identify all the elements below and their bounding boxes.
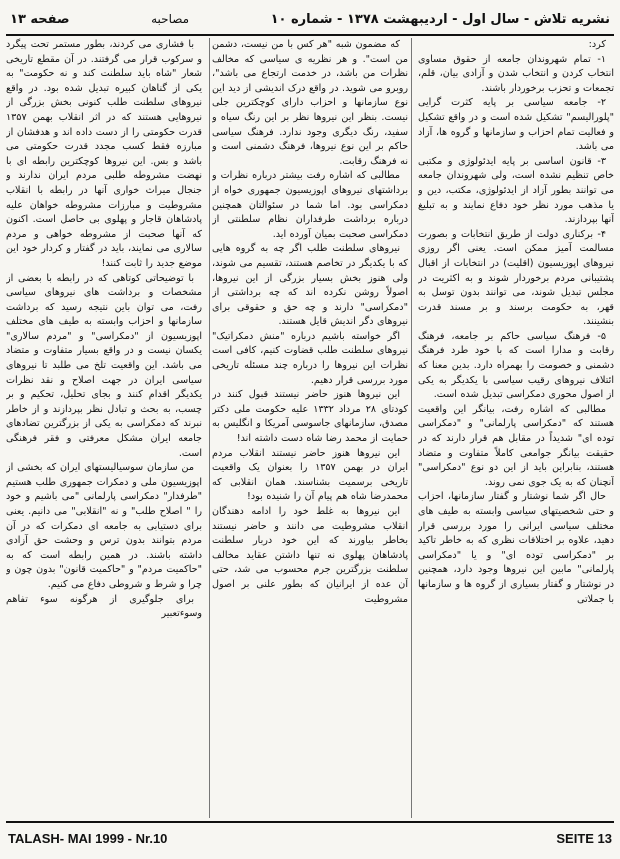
column-divider bbox=[209, 38, 210, 818]
paragraph: مطالبی که اشاره رفت، بیانگر این واقعیت هستند که "دمکراسی پارلمانی" و "دمکراسی توده ای" شدیداً در مقابل هم قرار دارند که در حقیقت بیانگر جوامعی کاملاً متفاوت و متضاد هستند، بنابراین باید از این دو نوع "دمکراسی" آنچنان که به یک جوی نمی روند. bbox=[418, 403, 614, 488]
page-header bbox=[6, 4, 614, 34]
paragraph: این نیروها به غلط خود را ادامه دهندگان انقلاب مشروطیت می دانند و حاضر نیستند بخاطر بیاورند که این خود دربار سلطنت پادشاهان پهلوی نه تنها داشتن عقاید مخالف سلطنت بزرگترین جرم محسوب می شد، حتی آن عده از ایرانیان که بطور علنی بر اصول مشروطیت bbox=[212, 506, 408, 605]
page-footer bbox=[8, 826, 612, 850]
paragraph: مطالبی که اشاره رفت بیشتر درباره نظرات و برداشتهای نیروهای اپوزیسیون جمهوری خواه از دمکراسی بود. اما شما در سئوالتان همچنین درباره برداشت طرفداران نظام سلطنتی از دمکراسی صحبت بمیان آورده اید. bbox=[212, 170, 408, 240]
paragraph: برای جلوگیری از هرگونه سوء تفاهم وسوءتعبیر bbox=[6, 593, 202, 620]
footer-journal: TALASH- MAI 1999 - Nr.10 bbox=[8, 830, 168, 846]
journal-title: نشریه تلاش - سال اول - اردیبهشت ۱۳۷۸ - شماره ۱۰ bbox=[270, 11, 610, 27]
section-title: مصاحبه bbox=[151, 12, 190, 26]
paragraph: با توضیحاتی کوتاهی که در رابطه با بعضی از مشخصات و برداشت های نیروهای سیاسی رفت، می توان باین نتیجه رسید که برداشت سازمانها و احزاب وابسته به طیف های مختلف اپوزیسیون از "دمکراسی" و "مردم سالاری" یکسان نیست و در واقع بسیار متفاوت و متضاد می باشد. این واقعیت تلخ می طلبد تا نیروهای سیاسی ایران در جهت اصلاح و نقد نظرات یکدیگر اقدام کنند و بجای تحلیل، تحکیم و بر چسب، به بحث و تبادل نظر بپردازند و از خاطر نبرند که دمکراسی به یکی از بزرگترین تضادهای جامعه ایران مشکل معرفتی و فقر فرهنگی است. bbox=[6, 272, 202, 459]
paragraph: حال اگر شما نوشتار و گفتار سازمانها، احزاب و حتی شخصیتهای سیاسی وابسته به طیف های مختلف سیاسی ایرانی را مورد بررسی قرار دهید، علاوه بر اختلافات نظری که به خاطر تاکید بر "دمکراسی توده ای" و یا "دمکراسی پارلمانی" مابین این نیروها وجود دارد، همچنین در نوشتار و گفتار بسیاری از گروه ها و سازمانها با جملاتی bbox=[418, 491, 614, 605]
paragraph: نیروهای سلطنت طلب اگر چه به گروه هایی که با یکدیگر در تخاصم هستند، تقسیم می شوند، ولی هنوز بخش بسیار بزرگی از این نیروها، اصولاً روشن نکرده اند که چه برداشتی از "دمکراسی" دارند و چه حق و حقوقی برای نیروهای دگر اندیش قایل هستند. bbox=[212, 243, 408, 328]
paragraph: اگر خواسته باشیم درباره "منش دمکراتیک" نیروهای سلطنت طلب قضاوت کنیم، کافی است نظرات این نیروها را درباره چند مسئله تاریخی مورد بررسی قرار دهیم. bbox=[212, 330, 408, 386]
header-rule bbox=[6, 34, 614, 36]
column-divider bbox=[411, 38, 412, 818]
page-number: صفحه ۱۳ bbox=[10, 11, 70, 27]
paragraph: من سازمان سوسیالیستهای ایران که بخشی از اپوزیسیون ملی و دمکرات جمهوری طلب هستیم "طرفدار" دمکراسی پارلمانی "می باشیم و خود را " اصلاح طلب" و نه "انقلابی" می دانیم. یعنی برای دستیابی به جامعه ای دمکرات که در آن مردم بتوانند بدون ترس و وحشت حق آزادی داشته باشند. در همین رابطه است که به "حاکمیت مردم" و "حاکمیت قانون" بدون چون و چرا و شرط و شروطی دفاع می کنیم. bbox=[6, 462, 202, 590]
paragraph: ۳- قانون اساسی بر پایه ایدئولوژی و مکتبی خاص تنظیم نشده است، ولی شهروندان جامعه می توانند بطور آزاد از ایدئولوژی، مکتب، دین و یا مذهب مورد نظر خود دفاع نمایند و به تبلیغ آنها بپردازند. bbox=[418, 155, 614, 226]
paragraph: این نیروها هنوز حاضر نیستند قبول کنند در کودتای ۲۸ مرداد ۱۳۳۲ علیه حکومت ملی دکتر مصدق، سازمانهای جاسوسی آمریکا و انگلیس به حمایت از محمد رضا شاه دست داشته اند! bbox=[212, 389, 408, 445]
article-body bbox=[6, 38, 614, 818]
footer-rule bbox=[6, 821, 614, 823]
column-left bbox=[6, 38, 202, 818]
footer-page: SEITE 13 bbox=[556, 830, 612, 846]
paragraph: ۵- فرهنگ سیاسی حاکم بر جامعه، فرهنگ رقابت و مدارا است که با خود طرد فرهنگ دشمنی و خصومت را بهمراه دارد. بدین معنا که ائتلاف نیروهای رقیب سیاسی با یکدیگر به یکی از اصول محوری دمکراسی تبدیل شده است. bbox=[418, 330, 614, 401]
paragraph: ۲- جامعه سیاسی بر پایه کثرت گرایی "پلورالیسم" تشکیل شده است و در واقع تشکیل و فعالیت تمام احزاب و سازمانها و گروه ها، آزاد می باشد. bbox=[418, 97, 614, 153]
paragraph: با فشاری می کردند، بطور مستمر تحت پیگرد و سرکوب قرار می گرفتند. در آن مقطع تاریخی شعار "شاه باید سلطنت کند و نه حکومت" به یکی از گناهان کبیره تبدیل شده بود. در واقع نیروهای سلطنت طلب کنونی بخش بزرگی از نیروهایی هستند که در اثر انقلاب بهمن ۱۳۵۷ قدرت حکومتی را از دست داده اند و هدفشان از مبارزه فقط کسب مجدد قدرت حکومتی می باشد و بس. این نیروها کوچکترین رابطه ای با نهضت مشروطه طلبی مردم ایران ندارند و جنجال میراث خواری آنها در رابطه با انقلاب مشروطیت و مبارزات مشروطه خواهان علیه پادشاهان قاجار و پهلوی بی حاصل است. اکنون که آنها صحبت از مشروطه خواهی و مردم سالاری می نمایند، باید در گفتار و کردار خود این موضع جدید را ثابت کنند! bbox=[6, 39, 202, 269]
column-right bbox=[418, 38, 614, 818]
column-middle bbox=[212, 38, 408, 818]
paragraph: کرد: bbox=[588, 39, 606, 50]
paragraph: که مضمون شبه "هر کس با من نیست، دشمن من است". و هر نظریه ی سیاسی که مخالف نظرات من باشد، در خدمت ارتجاع می باشد"، روبرو می شوید. در واقع درک اندیشی از دید این نوع سازمانها و احزاب دارای کوچکترین جلی نیست. بنظر این نیروها نظر بر این رنگ سیاه و سفید، رنگ دیگری وجود ندارد. فرهنگ سیاسی حاکم بر این نوع نیروها، فرهنگ دشمنی است و نه فرهنگ رقابت. bbox=[212, 39, 408, 167]
paragraph: ۱- تمام شهروندان جامعه از حقوق مساوی انتخاب کردن و انتخاب شدن و آزادی بیان، قلم، تجمعات و تحزب برخوردار باشند. bbox=[418, 53, 614, 94]
paragraph: ۴- برکناری دولت از طریق انتخابات و بصورت مسالمت آمیز ممکن است. یعنی اگر روزی نیروهای اپوزیسیون (اقلیت) در انتخابات از اقبال پشتیبانی مردم برخوردار شوند و به اکثریت در مجلس تبدیل شوند، می توانند بدون توسل به قهر، به حکومت برسند و بر مسند قدرت بنشینند. bbox=[418, 228, 614, 328]
paragraph: این نیروها هنوز حاضر نیستند انقلاب مردم ایران در بهمن ۱۳۵۷ را بعنوان یک واقعیت تاریخی برسمیت بشناسند. همان انقلابی که محمدرضا شاه هم پیام آن را شنیده بود! bbox=[212, 447, 408, 503]
